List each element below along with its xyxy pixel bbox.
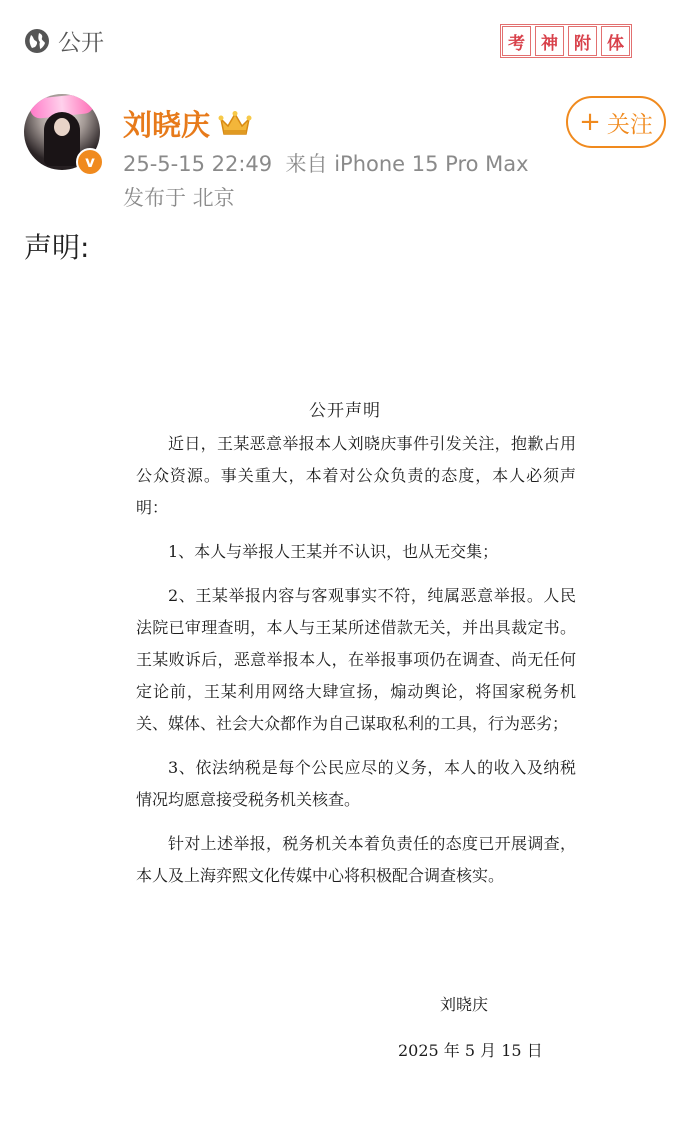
post-source: 来自 iPhone 15 Pro Max (285, 152, 529, 176)
statement-paragraph: 近日，王某恶意举报本人刘晓庆事件引发关注，抱歉占用公众资源。事关重大，本着对公众负责的态度，本人必须声明： (136, 434, 576, 517)
verified-v-icon: v (76, 148, 104, 176)
stamp-char: 考 (502, 26, 531, 56)
post-timestamp: 25-5-15 22:49 (123, 152, 273, 176)
follow-label: 关注 (606, 111, 653, 138)
statement-paragraph: 2、王某举报内容与客观事实不符，纯属恶意举报。人民法院已审理查明，本人与王某所述借款无关，并出具裁定书。王某败诉后，恶意举报本人，在举报事项仍在调查、尚无任何定论前，王某利用网络大肆宣扬，煽动舆论，将国家税务机关、媒体、社会大众都作为自己谋取私利的工具，行为恶劣； (136, 586, 576, 733)
visibility-indicator[interactable] (24, 24, 104, 57)
author-name[interactable]: 刘晓庆 (123, 108, 211, 142)
stamp-char: 神 (535, 26, 564, 56)
statement-paragraph: 3、依法纳税是每个公民应尽的义务，本人的收入及纳税情况均愿意接受税务机关核查。 (136, 758, 576, 809)
statement-image[interactable] (0, 280, 690, 1126)
statement-paragraph: 1、本人与举报人王某并不认识，也从无交集； (168, 542, 499, 561)
statement-signature: 刘晓庆 (440, 995, 489, 1014)
stamp-char: 附 (568, 26, 597, 56)
statement-body (136, 428, 576, 904)
crown-icon (218, 110, 252, 138)
visibility-label: 公开 (58, 30, 104, 56)
plus-icon: + (579, 107, 601, 137)
statement-title: 公开声明 (309, 401, 381, 421)
statement-paragraph: 针对上述举报，税务机关本着负责任的态度已开展调查，本人及上海弈熙文化传媒中心将积极配合调查核实。 (136, 834, 576, 885)
post-text: 声明: (24, 231, 90, 264)
globe-icon (24, 28, 50, 54)
follow-button[interactable] (566, 96, 666, 148)
top-bar (0, 0, 690, 80)
stamp-char: 体 (601, 26, 630, 56)
statement-date: 2025 年 5 月 15 日 (398, 1041, 543, 1060)
stamp-seal (500, 24, 632, 58)
post-location: 发布于 北京 (123, 186, 235, 210)
post-meta-time-source (123, 148, 529, 178)
avatar-face (54, 118, 70, 136)
author-name-row[interactable] (123, 103, 252, 144)
